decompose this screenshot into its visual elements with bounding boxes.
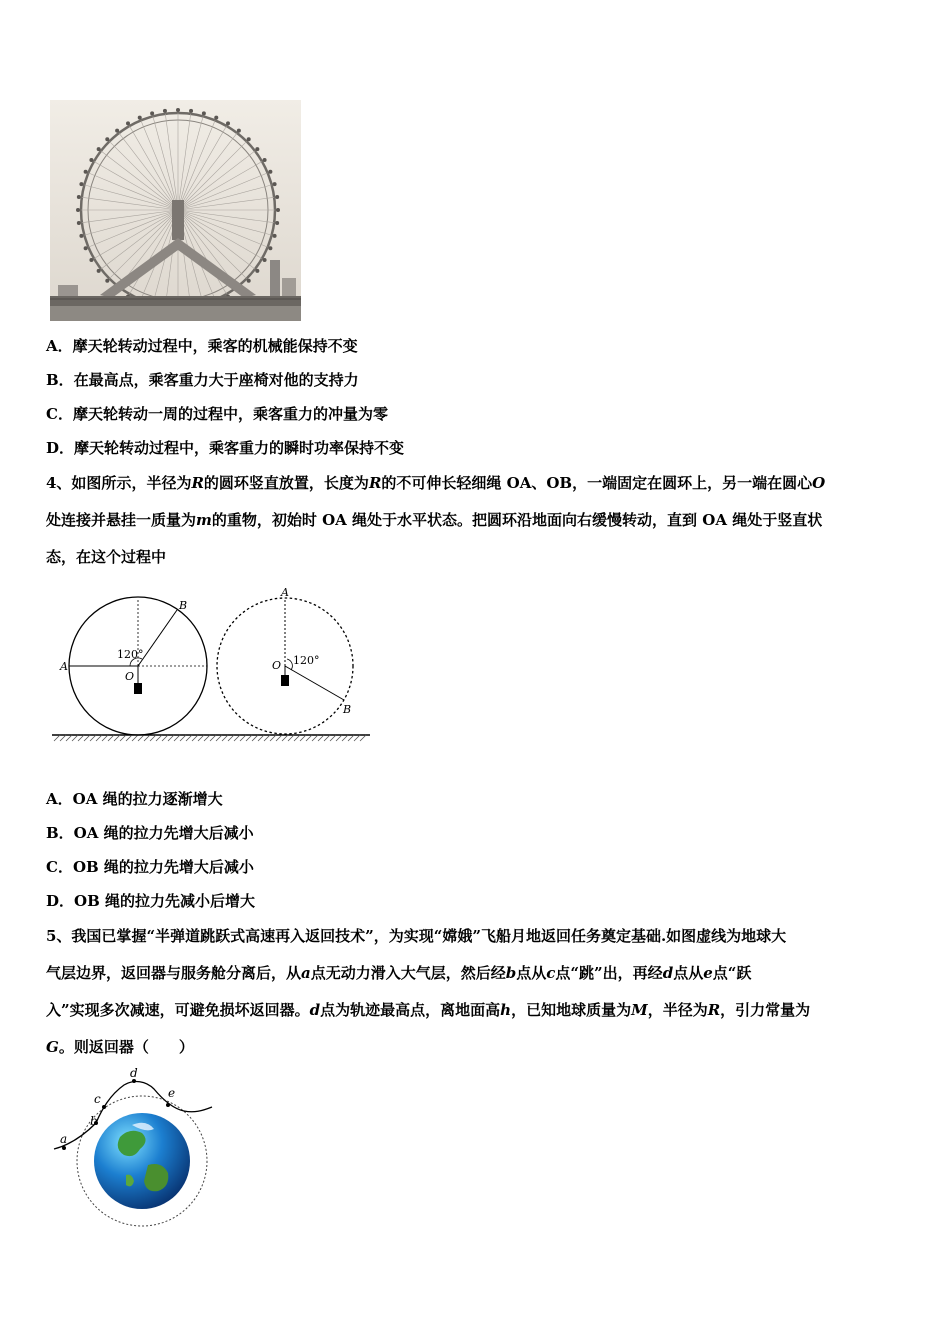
q4-angle-left: 120° xyxy=(117,648,144,661)
q4-stem-line-3: 态，在这个过程中 xyxy=(46,548,167,566)
q5-stem-line-3: 入”实现多次减速，可避免损坏返回器。d点为轨迹最高点，离地面高h，已知地球质量为M，半径为R，引力常量为 xyxy=(46,1001,811,1019)
q3-option-b: B．在最高点，乘客重力大于座椅对他的支持力 xyxy=(46,371,359,389)
q5-point-a: a xyxy=(60,1132,68,1146)
q4-label-b-left: B xyxy=(179,599,188,612)
q5-point-c: c xyxy=(94,1092,101,1106)
q4-stem xyxy=(46,473,908,584)
q4-label-o-left: O xyxy=(125,670,135,683)
ferris-wheel-photo xyxy=(50,100,301,321)
q4-label-a-left: A xyxy=(60,660,68,673)
q5-point-b: b xyxy=(90,1114,98,1128)
q4-stem-line-2: 处连接并悬挂一质量为m的重物，初始时 OA 绳处于水平状态。把圆环沿地面向右缓慢转动，直到 OA 绳处于竖直状 xyxy=(46,511,823,529)
q5-point-e: e xyxy=(168,1086,176,1100)
q4-ring-diagram xyxy=(50,585,375,745)
q4-stem-line-1: 4、如图所示，半径为R的圆环竖直放置，长度为R的不可伸长轻细绳 OA、OB，一端固定在圆环上，另一端在圆心O xyxy=(46,474,826,492)
q4-label-b-right: B xyxy=(343,703,352,716)
q5-earth-trajectory-diagram xyxy=(50,1065,220,1230)
q4-label-o-right: O xyxy=(272,659,282,672)
q5-stem-line-4: G。则返回器（ ） xyxy=(46,1038,194,1056)
q4-option-a: A．OA 绳的拉力逐渐增大 xyxy=(46,790,223,808)
q4-option-c: C．OB 绳的拉力先增大后减小 xyxy=(46,858,254,876)
q5-stem-line-1: 5、我国已掌握“半弹道跳跃式高速再入返回技术”，为实现“嫦娥”飞船月地返回任务奠定基础.如图虚线为地球大 xyxy=(46,927,787,945)
q4-option-d: D．OB 绳的拉力先减小后增大 xyxy=(46,892,255,910)
q4-angle-right: 120° xyxy=(293,654,320,667)
q3-option-d: D．摩天轮转动过程中，乘客重力的瞬时功率保持不变 xyxy=(46,439,405,457)
q4-label-a-right: A xyxy=(281,586,289,599)
q3-option-c: C．摩天轮转动一周的过程中，乘客重力的冲量为零 xyxy=(46,405,388,423)
q3-option-a: A．摩天轮转动过程中，乘客的机械能保持不变 xyxy=(46,337,358,355)
q5-stem xyxy=(46,926,908,1074)
q4-option-b: B．OA 绳的拉力先增大后减小 xyxy=(46,824,254,842)
q5-point-d: d xyxy=(130,1066,138,1080)
q5-stem-line-2: 气层边界，返回器与服务舱分离后，从a点无动力滑入大气层，然后经b点从c点“跳”出，再经d点从e点“跃 xyxy=(46,964,752,982)
